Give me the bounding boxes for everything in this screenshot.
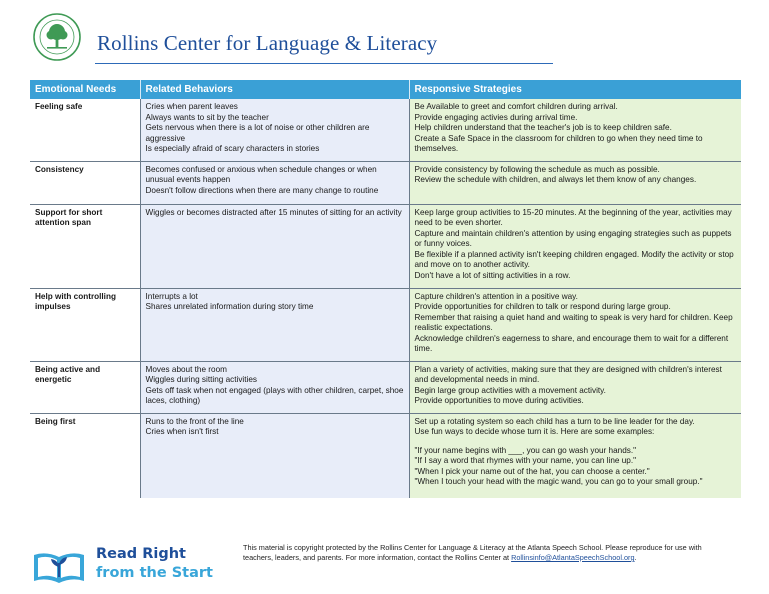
strategy-line: Remember that raising a quiet hand and waiting to speak is very hard for children. Keep realistic expectations.: [414, 312, 733, 333]
emotional-need-cell: Being first: [30, 413, 140, 498]
contact-email-link[interactable]: Rollinsinfo@AtlantaSpeechSchool.org: [511, 553, 635, 562]
emotional-need-cell: Support for short attention span: [30, 204, 140, 288]
strategy-line: "If I say a word that rhymes with your name, you can line up.": [414, 456, 637, 466]
related-behaviors-cell: [140, 361, 409, 413]
strategy-line: Create a Safe Space in the classroom for children to go when they need time to themselves.: [414, 133, 703, 154]
strategy-line: "When I touch your head with the magic wand, you can go to your small group.": [414, 477, 703, 487]
table-row: [30, 204, 741, 288]
strategy-line: Acknowledge children's eagerness to share, and encourage them to wait for a different time.: [414, 333, 729, 354]
strategy-line: Don't have a lot of sitting activities in a row.: [414, 271, 571, 281]
strategy-line: Set up a rotating system so each child has a turn to be line leader for the day.: [414, 416, 695, 426]
behavior-line: Shares unrelated information during story time: [145, 302, 314, 312]
copyright-notice: [243, 543, 723, 563]
strategy-line: "If your name begins with ___, you can go wash your hands.": [414, 445, 637, 455]
related-behaviors-cell: [140, 161, 409, 204]
strategy-line: [415, 438, 737, 446]
strategy-line: Be Available to greet and comfort children during arrival.: [414, 102, 618, 111]
strategy-line: Be flexible if a planned activity isn't keeping children engaged. Modify the activity or stop and move on to another activity.: [414, 249, 734, 270]
related-behaviors-cell: [140, 99, 409, 161]
behavior-line: Gets nervous when there is a lot of noise or other children are aggressive: [145, 123, 370, 143]
strategy-line: Begin large group activities with a movement activity.: [414, 385, 606, 395]
column-header-responsive-strategies: Responsive Strategies: [409, 80, 741, 99]
emotional-need-cell: Consistency: [30, 161, 140, 204]
header-divider: [95, 63, 553, 64]
page-title: Rollins Center for Language & Literacy: [97, 31, 438, 55]
behavior-line: Doesn't follow directions when there are many change to routine: [145, 185, 379, 195]
behavior-line: Wiggles or becomes distracted after 15 minutes of sitting for an activity: [145, 207, 402, 217]
strategy-line: Provide consistency by following the schedule as much as possible.: [414, 164, 660, 174]
behavior-line: Interrupts a lot: [145, 291, 198, 301]
copyright-period: .: [634, 553, 637, 562]
responsive-strategies-cell: [409, 361, 741, 413]
brand-read-right: Read Right: [96, 546, 186, 562]
strategy-line: Use fun ways to decide whose turn it is. Here are some examples:: [414, 427, 655, 437]
strategy-line: Capture children's attention in a positive way.: [414, 291, 578, 301]
responsive-strategies-cell: [409, 288, 741, 361]
column-header-related-behaviors: Related Behaviors: [140, 80, 409, 99]
table-row: [30, 99, 741, 161]
table-row: [30, 413, 741, 498]
strategy-line: Plan a variety of activities, making sure that they are designed with children's interest and developmental needs in mind.: [414, 364, 722, 385]
strategy-line: "When I pick your name out of the hat, you can choose a center.": [414, 466, 650, 476]
behavior-line: Gets off task when not engaged (plays with other children, carpet, shoe laces, clothing): [145, 385, 404, 406]
table-header-row: [30, 80, 741, 99]
strategy-line: Keep large group activities to 15-20 minutes. At the beginning of the year, activities may need to be even shorter.: [414, 207, 732, 228]
strategy-line: Provide engaging activies during arrival time.: [414, 112, 578, 122]
column-header-emotional-needs: Emotional Needs: [30, 80, 140, 99]
responsive-strategies-cell: [409, 413, 741, 498]
emotional-need-cell: Being active and energetic: [30, 361, 140, 413]
table-row: [30, 288, 741, 361]
behavior-line: Is especially afraid of scary characters in stories: [145, 144, 320, 154]
emotional-need-cell: Help with controlling impulses: [30, 288, 140, 361]
strategy-line: Provide opportunities to move during activities.: [414, 396, 584, 406]
copyright-text: This material is copyright protected by the Rollins Center for Language & Literacy at the Atlanta Speech School. Please reproduce for use with teachers, leaders, and parents. For more information, contact the Rollins Center at: [243, 543, 702, 562]
read-right-logo: [32, 543, 232, 588]
behavior-line: Runs to the front of the line: [145, 416, 244, 426]
behavior-line: Wiggles during sitting activities: [145, 375, 257, 385]
responsive-strategies-cell: [409, 204, 741, 288]
responsive-strategies-cell: [409, 99, 741, 161]
open-book-sprout-icon: [32, 547, 86, 585]
behavior-line: Always wants to sit by the teacher: [145, 112, 269, 122]
page-header: [30, 10, 769, 70]
emotional-needs-table: [30, 80, 741, 498]
strategy-line: Review the schedule with children, and always let them know of any changes.: [414, 175, 697, 185]
related-behaviors-cell: [140, 288, 409, 361]
strategy-line: Capture and maintain children's attention by using engaging strategies such as puppets or funny voices.: [414, 228, 732, 249]
strategy-line: Provide opportunities for children to talk or respond during large group.: [414, 302, 671, 312]
related-behaviors-cell: [140, 413, 409, 498]
behavior-line: Moves about the room: [145, 364, 227, 374]
behavior-line: Cries when parent leaves: [145, 102, 238, 111]
behavior-line: Cries when isn't first: [145, 427, 219, 437]
responsive-strategies-cell: [409, 161, 741, 204]
emotional-need-cell: Feeling safe: [30, 99, 140, 161]
atlanta-speech-school-seal-icon: [32, 12, 82, 62]
behavior-line: Becomes confused or anxious when schedule changes or when unusual events happen: [145, 164, 377, 185]
related-behaviors-cell: [140, 204, 409, 288]
table-row: [30, 161, 741, 204]
strategy-line: Help children understand that the teacher's job is to keep children safe.: [414, 123, 672, 133]
table-row: [30, 361, 741, 413]
brand-from-the-start: from the Start: [96, 565, 213, 581]
